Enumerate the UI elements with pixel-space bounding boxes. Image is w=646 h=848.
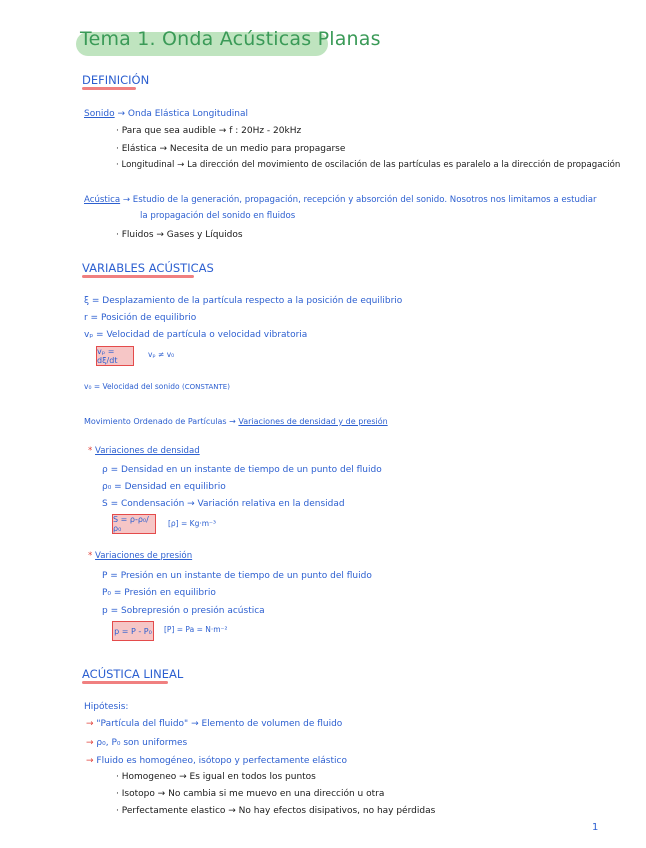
hipotesis-item-2	[86, 738, 187, 748]
sonido-bullet-1: · Para que sea audible → f : 20Hz - 20kHz	[116, 126, 302, 136]
hipotesis-item-1	[86, 719, 342, 729]
var-line-r: r = Posición de equilibrio	[84, 313, 197, 323]
section-underline	[82, 275, 194, 278]
section-heading-definicion	[82, 73, 149, 87]
presion-unit: [P] = Pa = N·m⁻²	[164, 625, 228, 634]
formula-box-s: S = ρ-ρ₀/ρ₀	[112, 514, 156, 534]
hipotesis-item-3	[86, 756, 347, 766]
movimiento-link: Variaciones de densidad y de presión	[238, 417, 388, 426]
v0-text: v₀ = Velocidad del sonido	[84, 382, 180, 391]
hipotesis-label: Hipótesis:	[84, 702, 129, 712]
sonido-term: Sonido	[84, 109, 115, 119]
section-heading-variables	[82, 261, 214, 275]
arrow-right-icon: →	[86, 719, 94, 729]
densidad-line-3: S = Condensación → Variación relativa en la densidad	[102, 499, 345, 509]
acustica-definition-2: la propagación del sonido en fluidos	[140, 211, 296, 221]
hipotesis-item-text: ρ₀, P₀ son uniformes	[96, 738, 188, 748]
sonido-bullet-3: · Longitudinal → La dirección del movimiento de oscilación de las partículas es paralelo a la dirección de propagación	[116, 160, 621, 170]
star-icon: *	[88, 446, 93, 456]
v0-constant: (CONSTANTE)	[181, 383, 230, 391]
densidad-title: Variaciones de densidad	[95, 446, 200, 456]
movimiento-prefix: Movimiento Ordenado de Partículas →	[84, 417, 236, 426]
densidad-line-2: ρ₀ = Densidad en equilibrio	[102, 482, 226, 492]
hipotesis-sub-2: · Isotopo → No cambia si me muevo en una dirección u otra	[116, 789, 385, 799]
acustica-definition-1: → Estudio de la generación, propagación, recepción y absorción del sonido. Nosotros nos limitamos a estudiar	[122, 195, 597, 205]
formula-box-p: p = P - P₀	[112, 621, 154, 641]
hipotesis-item-text: Fluido es homogéneo, isótopo y perfectamente elástico	[96, 756, 347, 766]
presion-line-1: P = Presión en un instante de tiempo de un punto del fluido	[102, 571, 372, 581]
densidad-line-1: ρ = Densidad en un instante de tiempo de un punto del fluido	[102, 465, 382, 475]
formula-box-vp: vₚ = dξ/dt	[96, 346, 134, 366]
hipotesis-item-text: "Partícula del fluido" → Elemento de volumen de fluido	[96, 719, 343, 729]
page-number: 1	[592, 822, 599, 833]
movimiento-line	[84, 417, 388, 426]
vp-note: vₚ ≠ v₀	[148, 350, 175, 359]
page-title-block	[80, 28, 381, 50]
sonido-line	[84, 109, 248, 119]
section-underline	[82, 681, 168, 684]
presion-line-2: P₀ = Presión en equilibrio	[102, 588, 216, 598]
var-line-xi: ξ = Desplazamiento de la partícula respecto a la posición de equilibrio	[84, 296, 403, 306]
presion-heading	[88, 551, 192, 561]
hipotesis-sub-3: · Perfectamente elastico → No hay efectos disipativos, no hay pérdidas	[116, 806, 436, 816]
sonido-definition: → Onda Elástica Longitudinal	[117, 109, 249, 119]
arrow-right-icon: →	[86, 756, 94, 766]
var-line-vp: vₚ = Velocidad de partícula o velocidad vibratoria	[84, 330, 308, 340]
densidad-heading	[88, 446, 200, 456]
sonido-bullet-2: · Elástica → Necesita de un medio para propagarse	[116, 144, 346, 154]
section-heading-lineal	[82, 667, 183, 681]
fluidos-line: · Fluidos → Gases y Líquidos	[116, 230, 243, 240]
section-underline	[82, 87, 136, 90]
acustica-term: Acústica	[84, 195, 121, 205]
hipotesis-sub-1: · Homogeneo → Es igual en todos los puntos	[116, 772, 316, 782]
page-title: Tema 1. Onda Acústicas Planas	[80, 28, 381, 50]
star-icon: *	[88, 551, 93, 561]
acustica-line	[84, 195, 597, 205]
densidad-unit: [ρ] = Kg·m⁻³	[168, 519, 216, 528]
section-heading-text: DEFINICIÓN	[82, 73, 150, 87]
section-heading-text: VARIABLES ACÚSTICAS	[82, 261, 214, 275]
v0-line	[84, 382, 230, 391]
arrow-right-icon: →	[86, 738, 94, 748]
presion-line-3: p = Sobrepresión o presión acústica	[102, 606, 265, 616]
presion-title: Variaciones de presión	[95, 551, 193, 561]
section-heading-text: ACÚSTICA LINEAL	[82, 667, 184, 681]
